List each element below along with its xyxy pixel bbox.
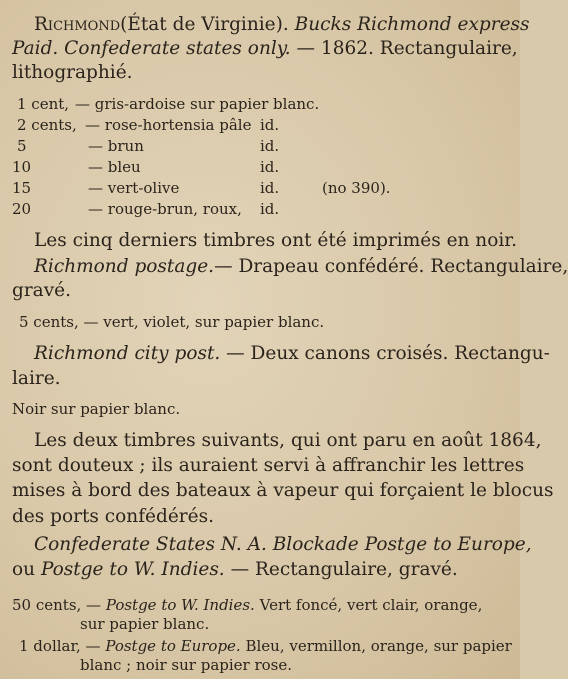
- doubtful-line-3: mises à bord des bateaux à vapeur qui forçaient le blocus: [12, 480, 554, 501]
- blockade-title: Confederate States N. A. Blockade Postge to Europe,: [34, 534, 532, 555]
- value-id: id.: [260, 200, 280, 218]
- postage-value: 5 cents, — vert, violet, sur papier blanc.: [19, 313, 325, 331]
- value-color: — vert-olive: [88, 179, 180, 197]
- value-50-inscription: Postge to W. Indies.: [105, 596, 255, 614]
- value-amount: 2 cents,: [17, 116, 77, 134]
- city-post-title: Richmond city post.: [34, 343, 221, 364]
- value-color: — rose-hortensia pâle: [85, 116, 252, 134]
- blockade-desc: — Rectangulaire, gravé.: [230, 559, 458, 580]
- value-amount: 5: [17, 137, 27, 155]
- city-post-desc: — Deux canons croisés. Rectangu-: [226, 343, 550, 364]
- value-color: — gris-ardoise sur papier blanc.: [75, 95, 320, 113]
- value-amount: 10: [12, 158, 32, 176]
- city-post-heading: [34, 343, 550, 364]
- value-amount: 15: [12, 179, 32, 197]
- postage-heading: [34, 256, 568, 277]
- blockade-alt: Postge to W. Indies.: [40, 559, 225, 580]
- value-50-amount: 50 cents, —: [12, 596, 102, 614]
- state-name: (État de Virginie).: [120, 14, 289, 35]
- richmond-line-2: [12, 38, 518, 59]
- blockade-line-2: [12, 559, 458, 580]
- place-name: Richmond: [34, 14, 121, 35]
- inscription-2: Paid. Confederate states only.: [12, 38, 291, 59]
- doubtful-line-4: des ports confédérés.: [12, 506, 214, 527]
- doubtful-line-2: sont douteux ; ils auraient servi à affranchir les lettres: [12, 455, 525, 476]
- value-50-line: [12, 596, 482, 614]
- year-shape: — 1862. Rectangulaire,: [296, 38, 518, 59]
- printing-method: lithographié.: [12, 62, 133, 83]
- city-post-value: Noir sur papier blanc.: [12, 400, 181, 418]
- value-id: id.: [260, 179, 280, 197]
- inscription-1: Bucks Richmond express: [294, 14, 530, 35]
- value-50-colors: Vert foncé, vert clair, orange,: [259, 596, 483, 614]
- value-1-amount: 1 dollar, —: [19, 637, 101, 655]
- postage-desc: — Drapeau confédéré. Rectangulaire,: [214, 256, 568, 277]
- value-50-cont: sur papier blanc.: [80, 615, 210, 633]
- postage-cont: gravé.: [12, 280, 71, 301]
- value-note: (no 390).: [322, 179, 391, 197]
- blockade-ou: ou: [12, 559, 36, 580]
- doubtful-line-1: Les deux timbres suivants, qui ont paru en août 1864,: [34, 430, 542, 451]
- value-id: id.: [260, 116, 280, 134]
- value-id: id.: [260, 137, 280, 155]
- value-id: id.: [260, 158, 280, 176]
- value-1-colors: Bleu, vermillon, orange, sur papier: [245, 637, 512, 655]
- value-color: — bleu: [88, 158, 141, 176]
- value-1-cont: blanc ; noir sur papier rose.: [80, 656, 293, 674]
- value-1-inscription: Postge to Europe.: [105, 637, 241, 655]
- value-color: — brun: [88, 137, 144, 155]
- value-amount: 1 cent,: [17, 95, 70, 113]
- value-color: — rouge-brun, roux,: [88, 200, 242, 218]
- city-post-cont: laire.: [12, 368, 61, 389]
- value-1-line: [19, 637, 512, 655]
- postage-title: Richmond postage.: [34, 256, 215, 277]
- printed-in-black-note: Les cinq derniers timbres ont été imprimés en noir.: [34, 230, 517, 251]
- richmond-heading-line: [34, 14, 530, 35]
- value-amount: 20: [12, 200, 32, 218]
